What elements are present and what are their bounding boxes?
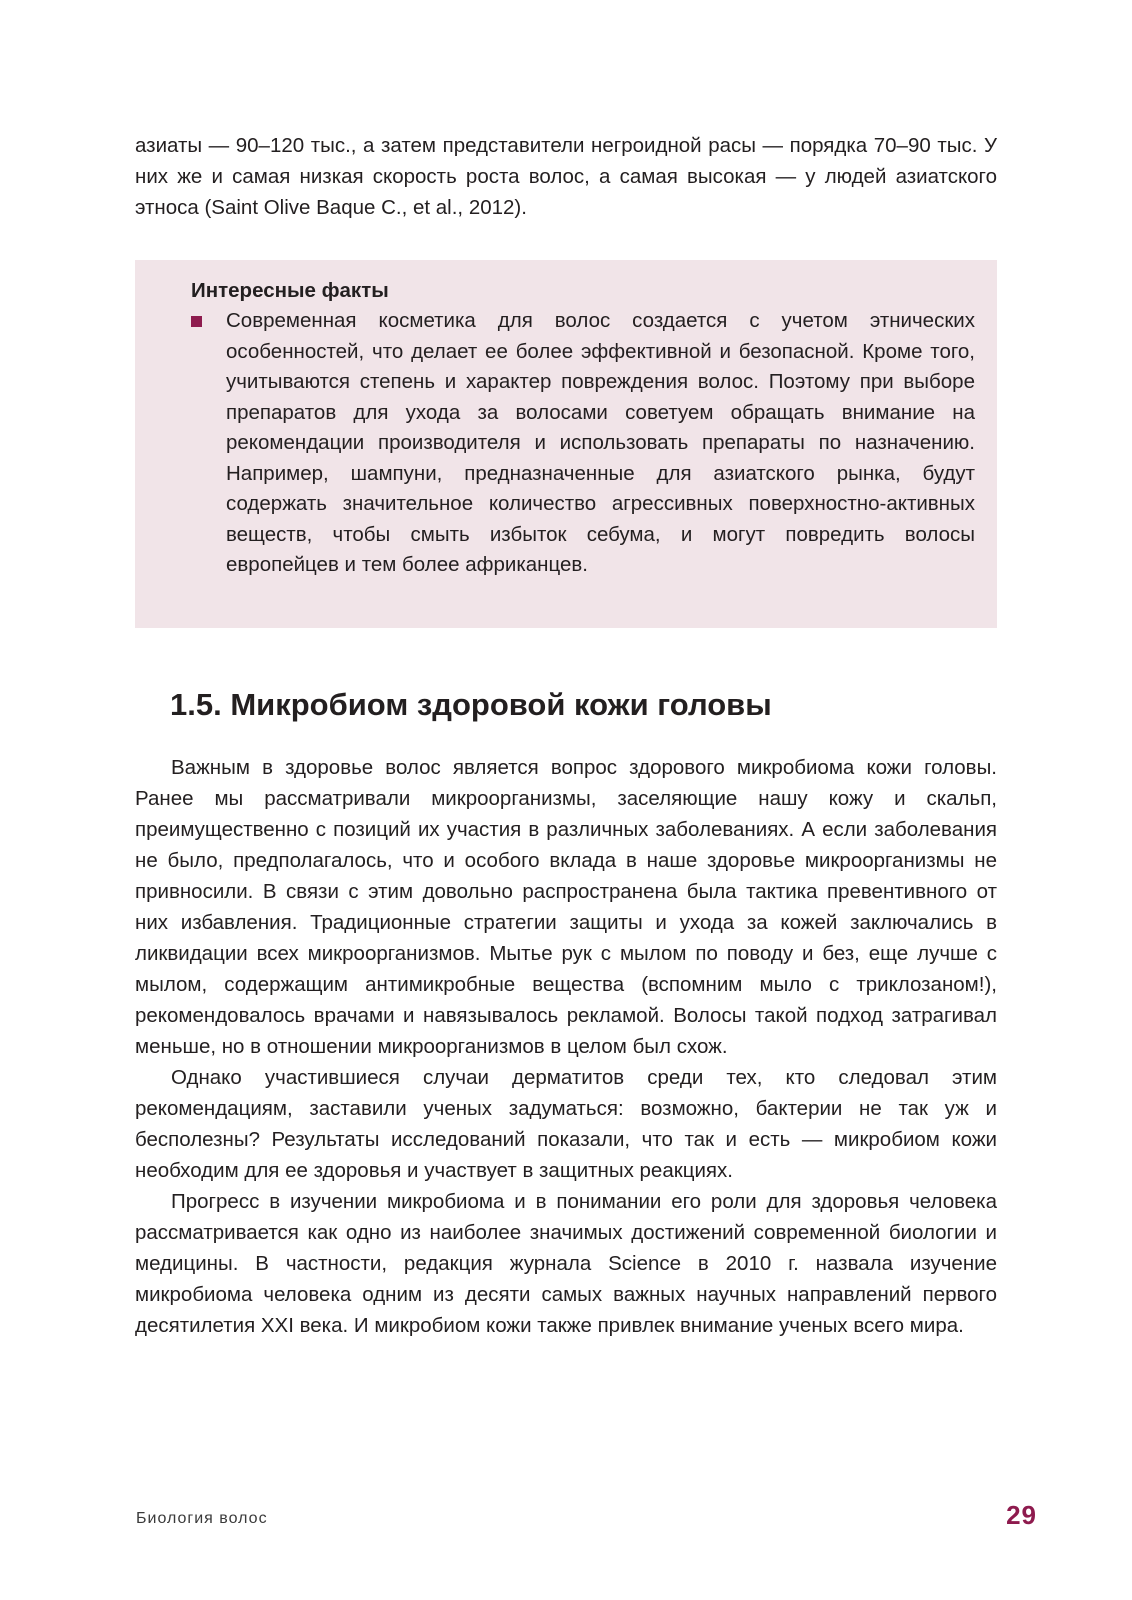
section-heading: 1.5. Микробиом здоровой кожи головы — [170, 687, 772, 722]
facts-box-title: Интересные факты — [191, 279, 389, 302]
facts-list-item — [191, 306, 975, 581]
body-paragraph: Прогресс в изучении микробиома и в понимании его роли для здоровья человека рассматривается как одно из наиболее значимых достижений современной биологии и медицины. В частности, редакция журнала Science в 2010 г. назвала изучение микробиома человека одним из десяти самых важных научных направлений первого десятилетия XXI века. И микробиом кожи также привлек внимание ученых всего мира. — [135, 1190, 997, 1337]
running-footer-title: Биология волос — [136, 1510, 268, 1527]
body-paragraph: Важным в здоровье волос является вопрос здорового микробиома кожи головы. Ранее мы рассматривали микроорганизмы, заселяющие нашу кожу и скальп, преимущественно с позиций их участия в различных заболеваниях. А если заболевания не было, предполагалось, что и особого вклада в наше здоровье микроорганизмы не привносили. В связи с этим довольно распространена была тактика превентивного от них избавления. Традиционные стратегии защиты и ухода за кожей заключались в ликвидации всех микроорганизмов. Мытье рук с мылом по поводу и без, еще лучше с мылом, содержащим антимикробные вещества (вспомним мыло с триклозаном!), рекомендовалось врачами и навязывалось рекламой. Волосы такой подход затрагивал меньше, но в отношении микроорганизмов в целом был схож. — [135, 756, 997, 1058]
page-number: 29 — [1006, 1500, 1037, 1530]
facts-item-text: Современная косметика для волос создается с учетом этнических особенностей, что делает ее более эффективной и безопасной. Кроме того, учитываются степень и характер повреждения волос. Поэтому при выборе препаратов для ухода за волосами советуем обращать внимание на рекомендации производителя и использовать препараты по назначению. Например, шампуни, предназначенные для азиатского рынка, будут содержать значительное количество агрессивных поверхностно-активных веществ, чтобы смыть избыток себума, и могут повредить волосы европейцев и тем более африканцев. — [226, 309, 975, 576]
square-bullet-icon — [191, 316, 202, 327]
interesting-facts-box — [135, 260, 997, 628]
body-paragraph: Однако участившиеся случаи дерматитов среди тех, кто следовал этим рекомендациям, заставили ученых задуматься: возможно, бактерии не так уж и бесполезны? Результаты исследований показали, что так и есть — микробиом кожи необходим для ее здоровья и участвует в защитных реакциях. — [135, 1066, 997, 1182]
section-body — [135, 752, 997, 1341]
intro-paragraph: азиаты — 90–120 тыс., а затем представители негроидной расы — порядка 70–90 тыс. У них же и самая низкая скорость роста волос, а самая высокая — у людей азиатского этноса (Saint Olive Baque C., et al., 2012). — [135, 134, 997, 219]
